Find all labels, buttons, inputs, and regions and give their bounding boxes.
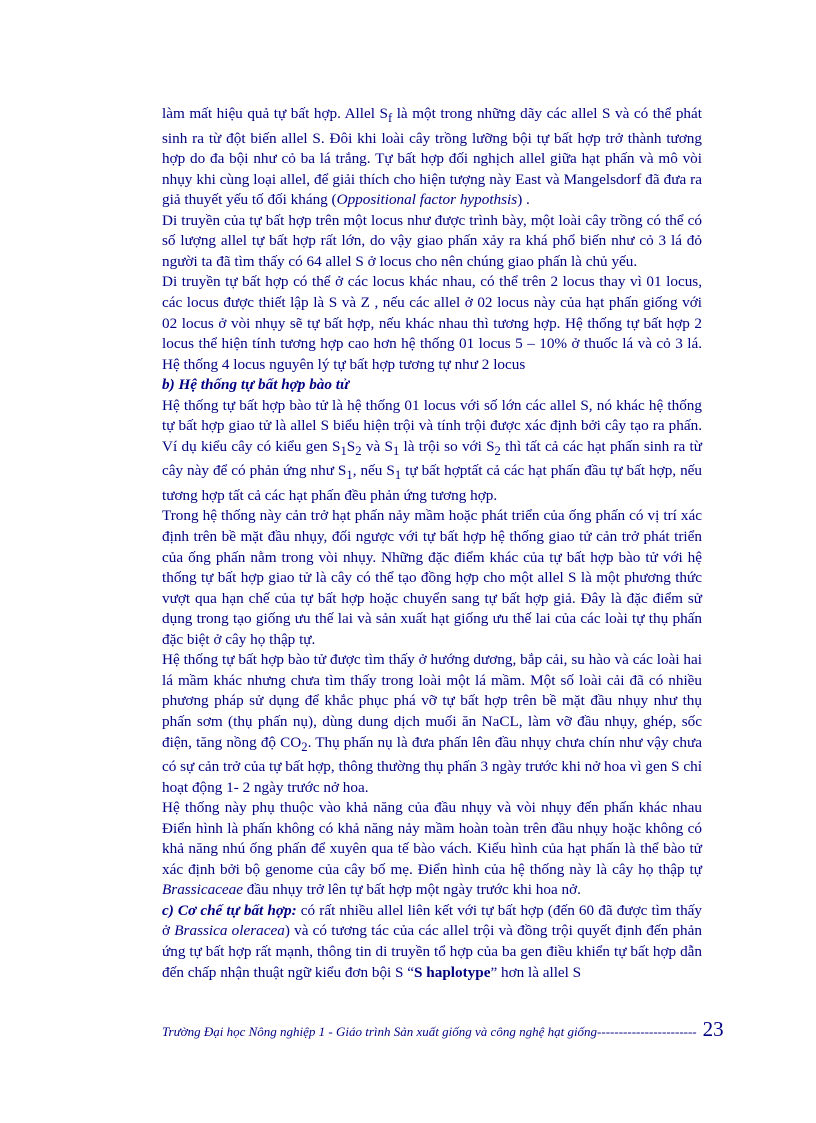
paragraph-1 — [162, 104, 702, 211]
p8-text-c: ” hơn là allel S — [490, 963, 582, 981]
p7-text-b: đầu nhụy trở lên tự bất hợp một ngày trước khi hoa nở. — [242, 881, 581, 899]
paragraph-3: Di truyền tự bất hợp có thể ở các locus khác nhau, có thể trên 2 locus thay vì 01 locus, các locus được thiết lập là S và Z , nếu các allel ở 02 locus này của hạt phấn giống với 02 locus ở vòi nhụy sẽ tự bất hợp, nếu khác nhau thì tương hợp. Hệ thống tự bất hợp 2 locus thể hiện tính tương hợp cao hơn hệ thống 01 locus 5 – 10% ở thuốc lá và cỏ 3 lá. Hệ thống 4 locus nguyên lý tự bất hợp tương tự như 2 locus — [162, 273, 702, 373]
footer-text: Trường Đại học Nông nghiệp 1 - Giáo trình Sản xuất giống và công nghệ hạt giống----------------------- — [162, 1024, 697, 1039]
page-footer — [162, 1017, 722, 1042]
section-heading-c: c) Cơ chế tự bất hợp: — [162, 901, 297, 919]
p4-text-f: , nếu S — [352, 462, 395, 480]
p8-bold-term: S haplotype — [414, 963, 491, 981]
page-body — [162, 104, 702, 983]
paragraph-4 — [162, 396, 702, 507]
p4-sub-5: 1 — [346, 468, 353, 483]
section-heading-b: b) Hệ thống tự bất hợp bào tử — [162, 376, 350, 394]
p4-text-a: Hệ thống tự bất hợp bào tử là hệ thống 01 locus với số lớn các allel S, nó khác hệ thống tự bất hợp giao tử là allel S biểu hiện trội và tính trội được xác định bởi cây tạo ra phấn. Ví dụ kiểu cây có kiểu gen S — [162, 396, 702, 455]
p4-sub-4: 2 — [494, 443, 501, 458]
p1-text-c: ) . — [517, 191, 530, 209]
p4-text-d: là trội so với S — [399, 437, 495, 455]
page-number: 23 — [702, 1017, 724, 1041]
p1-subscript: f — [387, 111, 393, 126]
p6-subscript: 2 — [301, 739, 308, 754]
p8-italic-term: Brassica oleracea — [174, 922, 285, 940]
p7-italic-term: Brassicaceae — [162, 881, 243, 899]
paragraph-5: Trong hệ thống này cản trở hạt phấn nảy mầm hoặc phát triển của ống phấn có vị trí xác định trên bề mặt đầu nhụy, đối ngược với tự bất hợp hệ thống giao tử cản trở phát triển của ống phấn nằm trong vòi nhụy. Những đặc điểm khác của tự bất hợp bào tử với hệ thống tự bất hợp giao tử là cây có thể tạo đồng hợp cho một allel S là một phương thức vượt qua hạn chế của tự bất hợp hoặc chuyển sang tự bất hợp giả. Đây là đặc điểm sử dụng trong tạo giống ưu thế lai và sản xuất hạt giống ưu thế lai của các loài tự thụ phấn đặc biệt ở cây họ thập tự. — [162, 507, 702, 648]
paragraph-8 — [162, 901, 702, 983]
p4-text-g: tự bất hợptất cả các hạt phấn đầu tự bất hợp, nếu tương hợp tất cả các hạt phấn đều phản ứng tương hợp. — [162, 462, 702, 504]
paragraph-6 — [162, 650, 702, 798]
p4-sub-6: 1 — [394, 468, 402, 483]
p1-text-b: là một trong những dãy các allel S và có thể phát sinh ra từ đột biến allel S. Đôi khi loài cây trồng lưỡng bội tự bất hợp trở thành tương hợp do đa bội như cỏ ba lá trắng. Tự bất hợp đối nghịch allel giữa hạt phấn và mô vòi nhụy khi cùng loại allel, để giải thích cho hiện tượng này East và Mangelsdorf đã đưa ra giả thuyết yếu tố đối kháng ( — [162, 105, 702, 209]
paragraph-7 — [162, 798, 702, 901]
p4-sub-3: 1 — [392, 443, 400, 458]
p7-text-a: Hệ thống này phụ thuộc vào khả năng của đầu nhụy và vòi nhụy đến phấn khác nhau Điển hình là phấn không có khả năng nảy mầm hoàn toàn trên đầu nhụy hoặc không có khả năng nhú ống phấn để xuyên qua tế bào vách. Kiểu hình của hạt phấn là thể bào tử xác định bởi bộ genome của cây bố mẹ. Điển hình của hệ thống này là cây họ thập tự — [162, 799, 702, 878]
p8-text-a: có rất nhiều allel liên kết với tự bất hợp (đến 60 đã được tìm thấy ở — [162, 901, 703, 940]
p1-italic-term: Oppositional factor hypothsis — [336, 191, 518, 209]
p4-text-e: thì tất cả các hạt phấn sinh ra từ cây này để có phản ứng như S — [162, 437, 703, 480]
paragraph-2: Di truyền của tự bất hợp trên một locus như được trình bày, một loài cây trồng có thể có số lượng allel tự bất hợp rất lớn, do vậy giao phấn xảy ra khá phổ biến như cỏ 3 lá đỏ người ta đã tìm thấy có 64 allel S ở locus cho nên chúng giao phấn là chủ yếu. — [162, 211, 702, 270]
p4-text-b: S — [346, 437, 356, 455]
p6-text-a: Hệ thống tự bất hợp bào tử được tìm thấy ở hướng dương, bắp cải, su hào và các loài hai lá mầm khác nhưng chưa tìm thấy trong loài một lá mầm. Một số loài cải đã có nhiều phương pháp sử dụng để khắc phục phá vỡ tự bất hợp trên bề mặt đầu nhụy như thụ phấn sơm (thụ phấn nụ), dùng dung dịch muối ăn NaCL, làm vỡ đầu nhụy, ghép, sốc điện, tăng nồng độ CO — [162, 651, 702, 751]
p6-text-b: . Thụ phấn nụ là đưa phấn lên đầu nhụy chưa chín như vậy chưa có sự cản trở của tự bất hợp, thông thường thụ phấn 3 ngày trước khi nở hoa vì gen S chỉ hoạt động 1- 2 ngày trước nở hoa. — [162, 733, 702, 796]
p8-text-b: ) và có tương tác của các allel trội và đồng trội quyết định đến phản ứng tự bất hợp rất mạnh, thông tin di truyền tổ hợp của ba gen điều khiển tự bất hợp dẫn đến chấp nhận thuật ngữ kiểu đơn bội S “ — [162, 922, 702, 981]
p1-text-a: làm mất hiệu quả tự bất hợp. Allel S — [162, 105, 388, 122]
p4-sub-1: 1 — [340, 443, 347, 458]
p4-sub-2: 2 — [355, 443, 362, 458]
p4-text-c: và S — [361, 437, 393, 455]
